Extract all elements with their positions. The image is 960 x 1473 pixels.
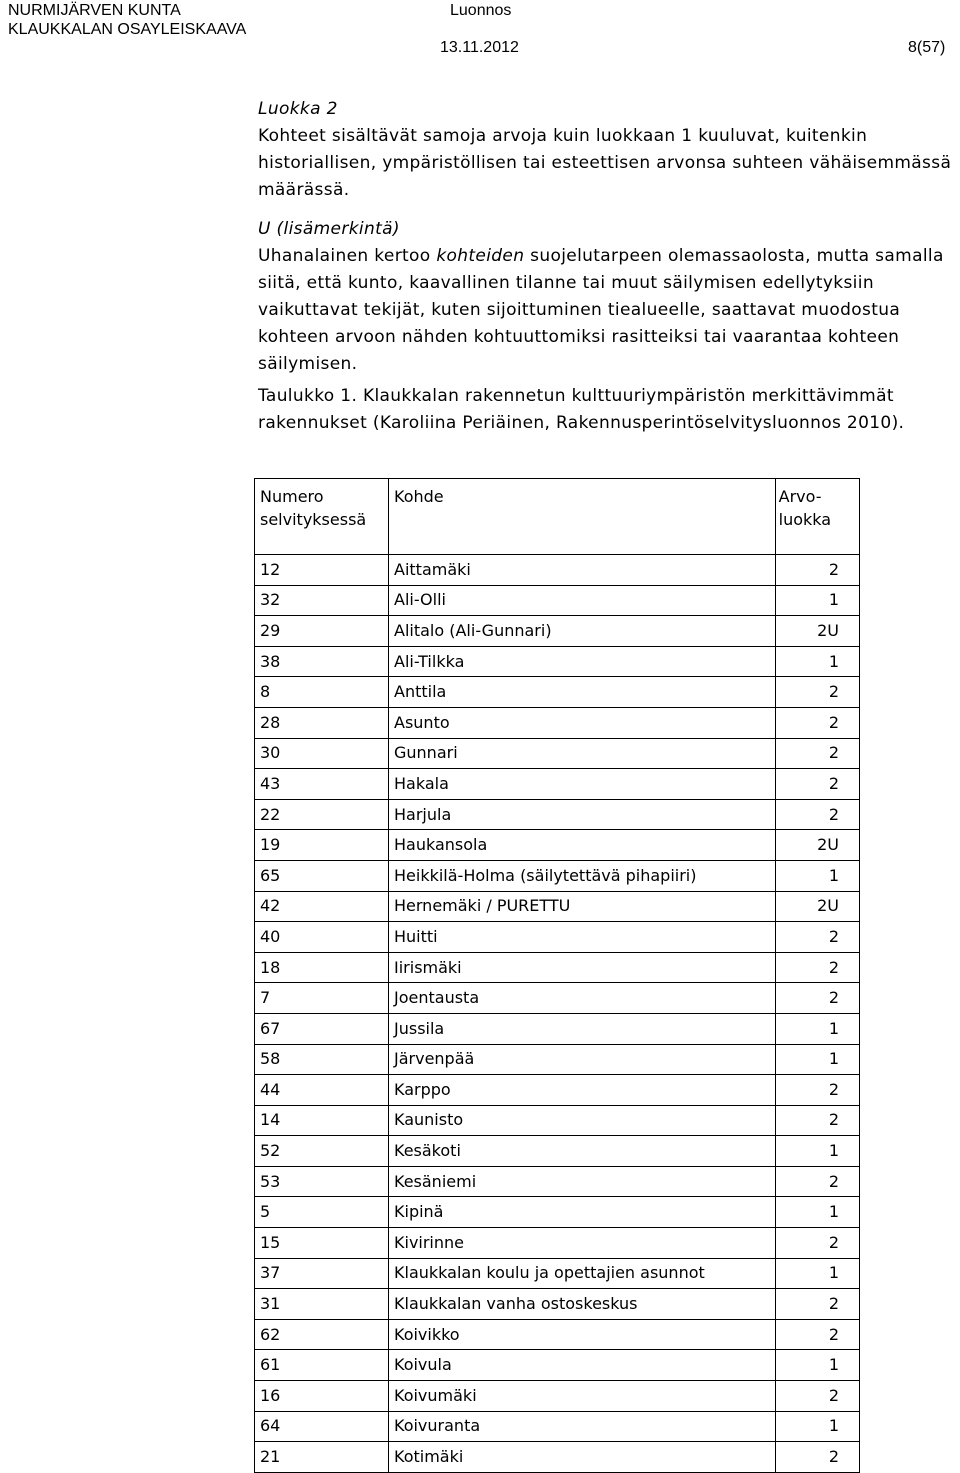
cell-value-class: 2 (775, 1166, 859, 1197)
cell-number: 22 (255, 799, 389, 830)
table-row (255, 707, 860, 738)
cell-number: 32 (255, 585, 389, 616)
cell-value-class: 2 (775, 1075, 859, 1106)
cell-site-name: Joentausta (389, 983, 776, 1014)
table-row (255, 738, 860, 769)
cell-site-name: Koivumäki (389, 1381, 776, 1412)
plan-name: KLAUKKALAN OSAYLEISKAAVA (8, 21, 247, 38)
section-class-2 (258, 96, 958, 204)
cell-value-class: 2 (775, 799, 859, 830)
table-row (255, 1166, 860, 1197)
cell-site-name: Järvenpää (389, 1044, 776, 1075)
cell-site-name: Klaukkalan vanha ostoskeskus (389, 1289, 776, 1320)
cell-value-class: 2 (775, 1381, 859, 1412)
cell-site-name: Kivirinne (389, 1228, 776, 1259)
section-title: Luokka 2 (258, 99, 338, 119)
cell-value-class: 2 (775, 677, 859, 708)
table-row (255, 555, 860, 586)
table-row (255, 1442, 860, 1473)
cell-site-name: Koivula (389, 1350, 776, 1381)
cell-site-name: Kotimäki (389, 1442, 776, 1473)
cell-site-name: Huitti (389, 922, 776, 953)
cell-value-class: 1 (775, 1258, 859, 1289)
cell-site-name: Kipinä (389, 1197, 776, 1228)
table-row (255, 1350, 860, 1381)
cell-value-class: 2 (775, 983, 859, 1014)
cell-site-name: Koivikko (389, 1319, 776, 1350)
table-row (255, 1258, 860, 1289)
cell-site-name: Ali-Olli (389, 585, 776, 616)
cell-site-name: Aittamäki (389, 555, 776, 586)
cell-number: 61 (255, 1350, 389, 1381)
cell-value-class: 1 (775, 1013, 859, 1044)
cell-value-class: 1 (775, 1411, 859, 1442)
table-row (255, 799, 860, 830)
section-text: Kohteet sisältävät samoja arvoja kuin luokkaan 1 kuuluvat, kuitenkin historiallisen, ympäristöllisen tai esteettisen arvonsa suhteen vähäisemmässä määrässä. (258, 126, 952, 200)
emphasized-text: kohteiden (436, 246, 525, 266)
table-row (255, 1044, 860, 1075)
cell-number: 37 (255, 1258, 389, 1289)
cell-number: 28 (255, 707, 389, 738)
cell-site-name: Kaunisto (389, 1105, 776, 1136)
cell-value-class: 2 (775, 1319, 859, 1350)
cell-number: 14 (255, 1105, 389, 1136)
table-caption: Taulukko 1. Klaukkalan rakennetun kulttuuriympäristön merkittävimmät rakennukset (Karoliina Periäinen, Rakennusperintöselvitysluonnos 2010). (258, 386, 905, 433)
cell-number: 5 (255, 1197, 389, 1228)
cell-value-class: 2 (775, 769, 859, 800)
table-row (255, 1013, 860, 1044)
table-row (255, 891, 860, 922)
cell-value-class: 2 (775, 1105, 859, 1136)
document-date: 13.11.2012 (440, 39, 519, 56)
table-row (255, 860, 860, 891)
cell-number: 53 (255, 1166, 389, 1197)
cell-value-class: 2 (775, 1289, 859, 1320)
buildings-table (254, 478, 860, 1473)
cell-number: 43 (255, 769, 389, 800)
table-row (255, 585, 860, 616)
table-row (255, 983, 860, 1014)
table-row (255, 677, 860, 708)
cell-site-name: Kesäniemi (389, 1166, 776, 1197)
cell-number: 15 (255, 1228, 389, 1259)
header-site: Kohde (389, 479, 776, 555)
cell-site-name: Asunto (389, 707, 776, 738)
section-text (258, 243, 958, 378)
cell-number: 12 (255, 555, 389, 586)
cell-value-class: 2 (775, 555, 859, 586)
cell-number: 44 (255, 1075, 389, 1106)
table-row (255, 616, 860, 647)
cell-site-name: Iirismäki (389, 952, 776, 983)
cell-number: 30 (255, 738, 389, 769)
cell-site-name: Kesäkoti (389, 1136, 776, 1167)
cell-number: 42 (255, 891, 389, 922)
cell-site-name: Karppo (389, 1075, 776, 1106)
cell-site-name: Ali-Tilkka (389, 646, 776, 677)
table-row (255, 1197, 860, 1228)
section-title: U (lisämerkintä) (258, 219, 400, 239)
cell-number: 67 (255, 1013, 389, 1044)
table-row (255, 1136, 860, 1167)
cell-value-class: 2 (775, 952, 859, 983)
cell-value-class: 1 (775, 585, 859, 616)
cell-site-name: Hernemäki / PURETTU (389, 891, 776, 922)
header-class-line1: Arvo- (778, 487, 822, 506)
cell-value-class: 2 (775, 922, 859, 953)
cell-number: 65 (255, 860, 389, 891)
header-number-line1: Numero (260, 487, 324, 506)
cell-value-class: 2U (775, 891, 859, 922)
cell-number: 52 (255, 1136, 389, 1167)
organization-header (8, 1, 246, 39)
table-row (255, 1105, 860, 1136)
header-class-line2: luokka (778, 510, 832, 529)
table-row (255, 830, 860, 861)
cell-value-class: 2 (775, 1442, 859, 1473)
table-row (255, 1319, 860, 1350)
header-number (255, 479, 389, 555)
cell-value-class: 2 (775, 707, 859, 738)
text-part: Uhanalainen kertoo (258, 246, 437, 266)
document-status: Luonnos (450, 2, 512, 19)
cell-site-name: Klaukkalan koulu ja opettajien asunnot (389, 1258, 776, 1289)
table-row (255, 1228, 860, 1259)
cell-number: 40 (255, 922, 389, 953)
table-row (255, 769, 860, 800)
cell-number: 16 (255, 1381, 389, 1412)
table-row (255, 1411, 860, 1442)
header-number-line2: selvityksessä (260, 510, 367, 529)
cell-site-name: Gunnari (389, 738, 776, 769)
cell-site-name: Alitalo (Ali-Gunnari) (389, 616, 776, 647)
section-u-marker (258, 216, 958, 378)
cell-site-name: Koivuranta (389, 1411, 776, 1442)
table-row (255, 1289, 860, 1320)
cell-site-name: Heikkilä-Holma (säilytettävä pihapiiri) (389, 860, 776, 891)
table-header-row (255, 479, 860, 555)
cell-site-name: Haukansola (389, 830, 776, 861)
cell-number: 62 (255, 1319, 389, 1350)
cell-number: 31 (255, 1289, 389, 1320)
org-name: NURMIJÄRVEN KUNTA (8, 2, 181, 19)
header-value-class (775, 479, 859, 555)
table-row (255, 922, 860, 953)
cell-site-name: Harjula (389, 799, 776, 830)
cell-site-name: Hakala (389, 769, 776, 800)
cell-value-class: 2U (775, 616, 859, 647)
table-row (255, 1381, 860, 1412)
cell-value-class: 1 (775, 1197, 859, 1228)
cell-value-class: 2 (775, 1228, 859, 1259)
text-part: suojelutarpeen olemassaolosta, mutta samalla siitä, että kunto, kaavallinen tilanne tai muut säilymisen edellytyksiin vaikuttavat tekijät, kuten sijoittuminen tiealueelle, saattavat muodostua kohteen arvoon nähden kohtuuttomiksi rasitteiksi tai vaarantaa kohteen säilymisen. (258, 246, 944, 374)
page-number: 8(57) (908, 39, 946, 56)
cell-number: 19 (255, 830, 389, 861)
cell-site-name: Jussila (389, 1013, 776, 1044)
cell-number: 38 (255, 646, 389, 677)
cell-number: 8 (255, 677, 389, 708)
table-row (255, 952, 860, 983)
cell-value-class: 1 (775, 1350, 859, 1381)
table-row (255, 1075, 860, 1106)
cell-number: 58 (255, 1044, 389, 1075)
cell-number: 64 (255, 1411, 389, 1442)
cell-value-class: 1 (775, 1136, 859, 1167)
cell-site-name: Anttila (389, 677, 776, 708)
cell-number: 18 (255, 952, 389, 983)
cell-number: 29 (255, 616, 389, 647)
cell-value-class: 2 (775, 738, 859, 769)
cell-number: 7 (255, 983, 389, 1014)
cell-number: 21 (255, 1442, 389, 1473)
cell-value-class: 2U (775, 830, 859, 861)
cell-value-class: 1 (775, 1044, 859, 1075)
cell-value-class: 1 (775, 646, 859, 677)
table-row (255, 646, 860, 677)
cell-value-class: 1 (775, 860, 859, 891)
